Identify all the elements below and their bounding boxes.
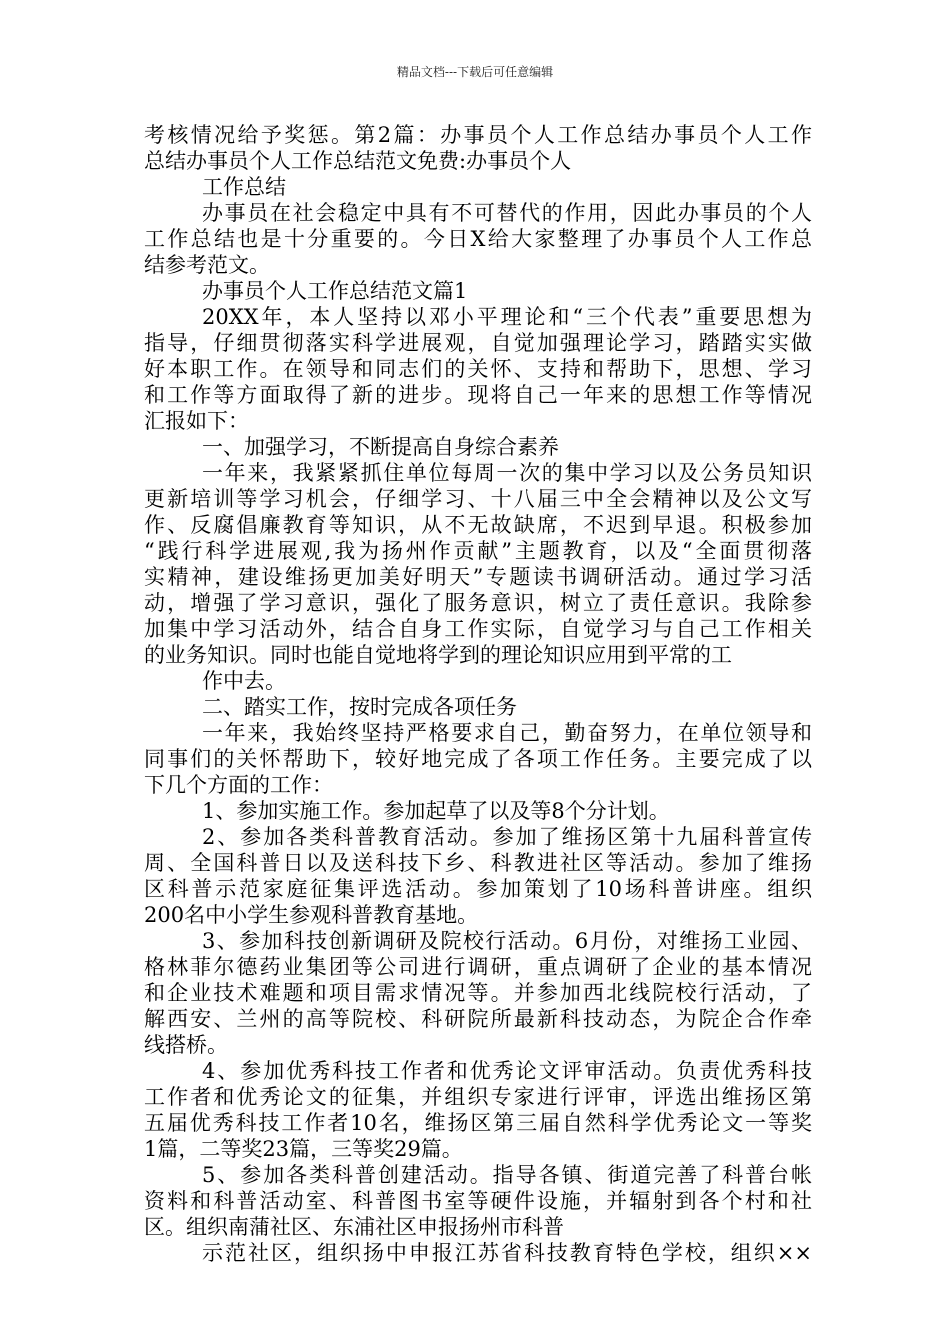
text-line: 结参考范文。 (144, 253, 270, 277)
text-line: 办事员在社会稳定中具有不可替代的作用，因此办事员的个人 (202, 201, 812, 225)
text-line: 下几个方面的工作： (144, 773, 333, 797)
text-line: 和企业技术难题和项目需求情况等。并参加西北线院校行活动，了 (144, 981, 812, 1005)
text-line: “践行科学进展观,我为扬州作贡献”主题教育，以及“全面贯彻落 (144, 539, 812, 563)
text-line: 作中去。 (202, 669, 286, 693)
page-header: 精品文档---下载后可任意编辑 (396, 65, 554, 79)
text-line: 作、反腐倡廉教育等知识，从不无故缺席，不迟到早退。积极参加 (144, 513, 812, 537)
text-line: 考核情况给予奖惩。第2篇：办事员个人工作总结办事员个人工作 (144, 123, 812, 147)
text-line: 资料和科普活动室、科普图书室等硬件设施，并辐射到各个村和社 (144, 1189, 812, 1213)
text-line: 解西安、兰州的高等院校、科研院所最新科技动态，为院企合作牵 (144, 1007, 812, 1031)
text-line: 格林菲尔德药业集团等公司进行调研，重点调研了企业的基本情况 (144, 955, 812, 979)
text-line: 20XX年，本人坚持以邓小平理论和“三个代表”重要思想为 (202, 305, 812, 329)
text-line: 线搭桥。 (144, 1033, 228, 1057)
text-line: 加集中学习活动外，结合自身工作实际，自觉学习与自己工作相关 (144, 617, 812, 641)
text-line: 一年来，我始终坚持严格要求自己，勤奋努力，在单位领导和 (202, 721, 812, 745)
text-line: 汇报如下： (144, 409, 249, 433)
text-line: 总结办事员个人工作总结范文免费:办事员个人 (144, 149, 572, 173)
text-line: 实精神，建设维扬更加美好明天”专题读书调研活动。通过学习活 (144, 565, 812, 589)
text-line: 同事们的关怀帮助下，较好地完成了各项工作任务。主要完成了以 (144, 747, 812, 771)
text-line: 一、加强学习，不断提高自身综合素养 (202, 435, 559, 459)
text-line: 区。组织南蒲社区、东浦社区申报扬州市科普 (144, 1215, 564, 1239)
text-line: 动，增强了学习意识，强化了服务意识，树立了责任意识。我除参 (144, 591, 812, 615)
text-line: 指导，仔细贯彻落实科学进展观，自觉加强理论学习，踏踏实实做 (144, 331, 812, 355)
document-body (144, 122, 812, 1266)
text-line: 和工作等方面取得了新的进步。现将自己一年来的思想工作等情况 (144, 383, 812, 407)
text-line: 3、参加科技创新调研及院校行活动。6月份，对维扬工业园、 (202, 929, 812, 953)
text-line: 1篇，二等奖23篇，三等奖29篇。 (144, 1137, 463, 1161)
text-line: 2、参加各类科普教育活动。参加了维扬区第十九届科普宣传 (202, 825, 812, 849)
text-line: 5、参加各类科普创建活动。指导各镇、街道完善了科普台帐 (202, 1163, 812, 1187)
text-line: 示范社区，组织扬中申报江苏省科技教育特色学校，组织×× (202, 1241, 812, 1265)
text-line: 200名中小学生参观科普教育基地。 (144, 903, 479, 927)
text-line: 二、踏实工作，按时完成各项任务 (202, 695, 517, 719)
text-line: 1、参加实施工作。参加起草了以及等8个分计划。 (202, 799, 670, 823)
text-line: 4、参加优秀科技工作者和优秀论文评审活动。负责优秀科技 (202, 1059, 812, 1083)
text-line: 更新培训等学习机会，仔细学习、十八届三中全会精神以及公文写 (144, 487, 812, 511)
text-line: 一年来，我紧紧抓住单位每周一次的集中学习以及公务员知识 (202, 461, 812, 485)
text-line: 工作总结也是十分重要的。今日X给大家整理了办事员个人工作总 (144, 227, 812, 251)
text-line: 周、全国科普日以及送科技下乡、科教进社区等活动。参加了维扬 (144, 851, 812, 875)
text-line: 好本职工作。在领导和同志们的关怀、支持和帮助下，思想、学习 (144, 357, 812, 381)
text-line: 工作总结 (202, 175, 286, 199)
text-line: 办事员个人工作总结范文篇1 (202, 279, 468, 303)
text-line: 区科普示范家庭征集评选活动。参加策划了10场科普讲座。组织 (144, 877, 812, 901)
text-line: 工作者和优秀论文的征集，并组织专家进行评审，评选出维扬区第 (144, 1085, 812, 1109)
text-line: 的业务知识。同时也能自觉地将学到的理论知识应用到平常的工 (144, 643, 732, 667)
text-line: 五届优秀科技工作者10名，维扬区第三届自然科学优秀论文一等奖 (144, 1111, 812, 1135)
